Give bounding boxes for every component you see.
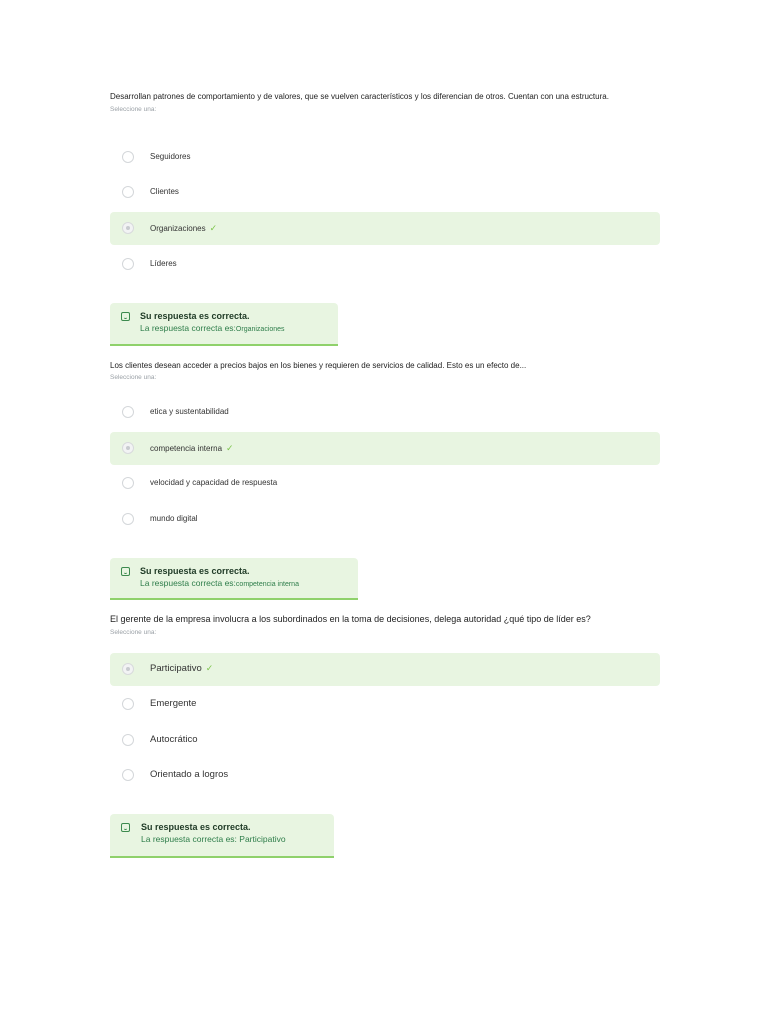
radio-button[interactable] [122,258,134,270]
option-etica[interactable] [110,396,660,429]
feedback-title: Su respuesta es correcta. [140,311,250,321]
feedback-answer: La respuesta correcta es:Organizaciones [140,323,285,333]
radio-button-checked[interactable] [122,222,134,234]
feedback-answer: La respuesta correcta es:competencia interna [140,578,299,588]
question-3 [110,613,662,844]
option-mundo-digital[interactable] [110,503,660,536]
option-label: Autocrático [150,734,198,745]
option-label: Líderes [150,259,177,268]
option-label: Emergente [150,698,197,709]
checkmark-icon: ✓ [209,223,218,233]
feedback-box [110,814,334,858]
option-orientado-a-logros[interactable] [110,759,660,792]
radio-button-checked[interactable] [122,663,134,675]
select-one-hint: Seleccione una: [110,629,157,636]
feedback-box [110,558,358,600]
radio-button[interactable] [122,186,134,198]
option-autocratico[interactable] [110,724,660,757]
radio-button[interactable] [122,477,134,489]
feedback-title: Su respuesta es correcta. [140,566,250,576]
feedback-smile-icon [121,567,130,576]
question-text: El gerente de la empresa involucra a los subordinados en la toma de decisiones, delega autoridad ¿qué tipo de líder es? [110,614,591,624]
option-lideres[interactable] [110,248,660,281]
option-label: velocidad y capacidad de respuesta [150,478,278,487]
feedback-smile-icon [121,312,130,321]
correct-answer: competencia interna [235,581,299,588]
checkmark-icon: ✓ [205,663,214,673]
option-clientes[interactable] [110,176,660,209]
feedback-smile-icon [121,823,130,832]
question-2 [110,360,662,588]
select-one-hint: Seleccione una: [110,374,157,381]
checkmark-icon: ✓ [226,443,234,453]
option-competencia-interna[interactable] [110,432,660,465]
feedback-answer: La respuesta correcta es: Participativo [141,834,286,844]
correct-answer: Organizaciones [235,326,285,333]
option-participativo[interactable] [110,653,660,686]
option-label: Orientado a logros [150,769,229,780]
feedback-title: Su respuesta es correcta. [141,822,251,832]
radio-button-checked[interactable] [122,442,134,454]
option-organizaciones[interactable] [110,212,660,245]
radio-button[interactable] [122,769,134,781]
radio-button[interactable] [122,734,134,746]
option-label: Clientes [150,187,179,196]
option-label: Participativo ✓ [150,663,214,674]
question-1 [110,91,662,333]
option-emergente[interactable] [110,688,660,721]
option-label: etica y sustentabilidad [150,407,229,416]
radio-button[interactable] [122,406,134,418]
radio-button[interactable] [122,513,134,525]
option-label: competencia interna ✓ [150,443,234,453]
option-label: mundo digital [150,514,198,523]
feedback-box [110,303,338,346]
option-seguidores[interactable] [110,141,660,174]
question-text: Los clientes desean acceder a precios bajos en los bienes y requieren de servicios de calidad. Esto es un efecto de... [110,361,527,370]
option-label: Seguidores [150,152,191,161]
correct-answer: Participativo [239,834,286,844]
select-one-hint: Seleccione una: [110,106,157,113]
option-velocidad[interactable] [110,467,660,500]
radio-button[interactable] [122,151,134,163]
question-text: Desarrollan patrones de comportamiento y de valores, que se vuelven característicos y los diferencian de otros. Cuentan con una estructura. [110,92,609,101]
radio-button[interactable] [122,698,134,710]
option-label: Organizaciones ✓ [150,223,218,233]
